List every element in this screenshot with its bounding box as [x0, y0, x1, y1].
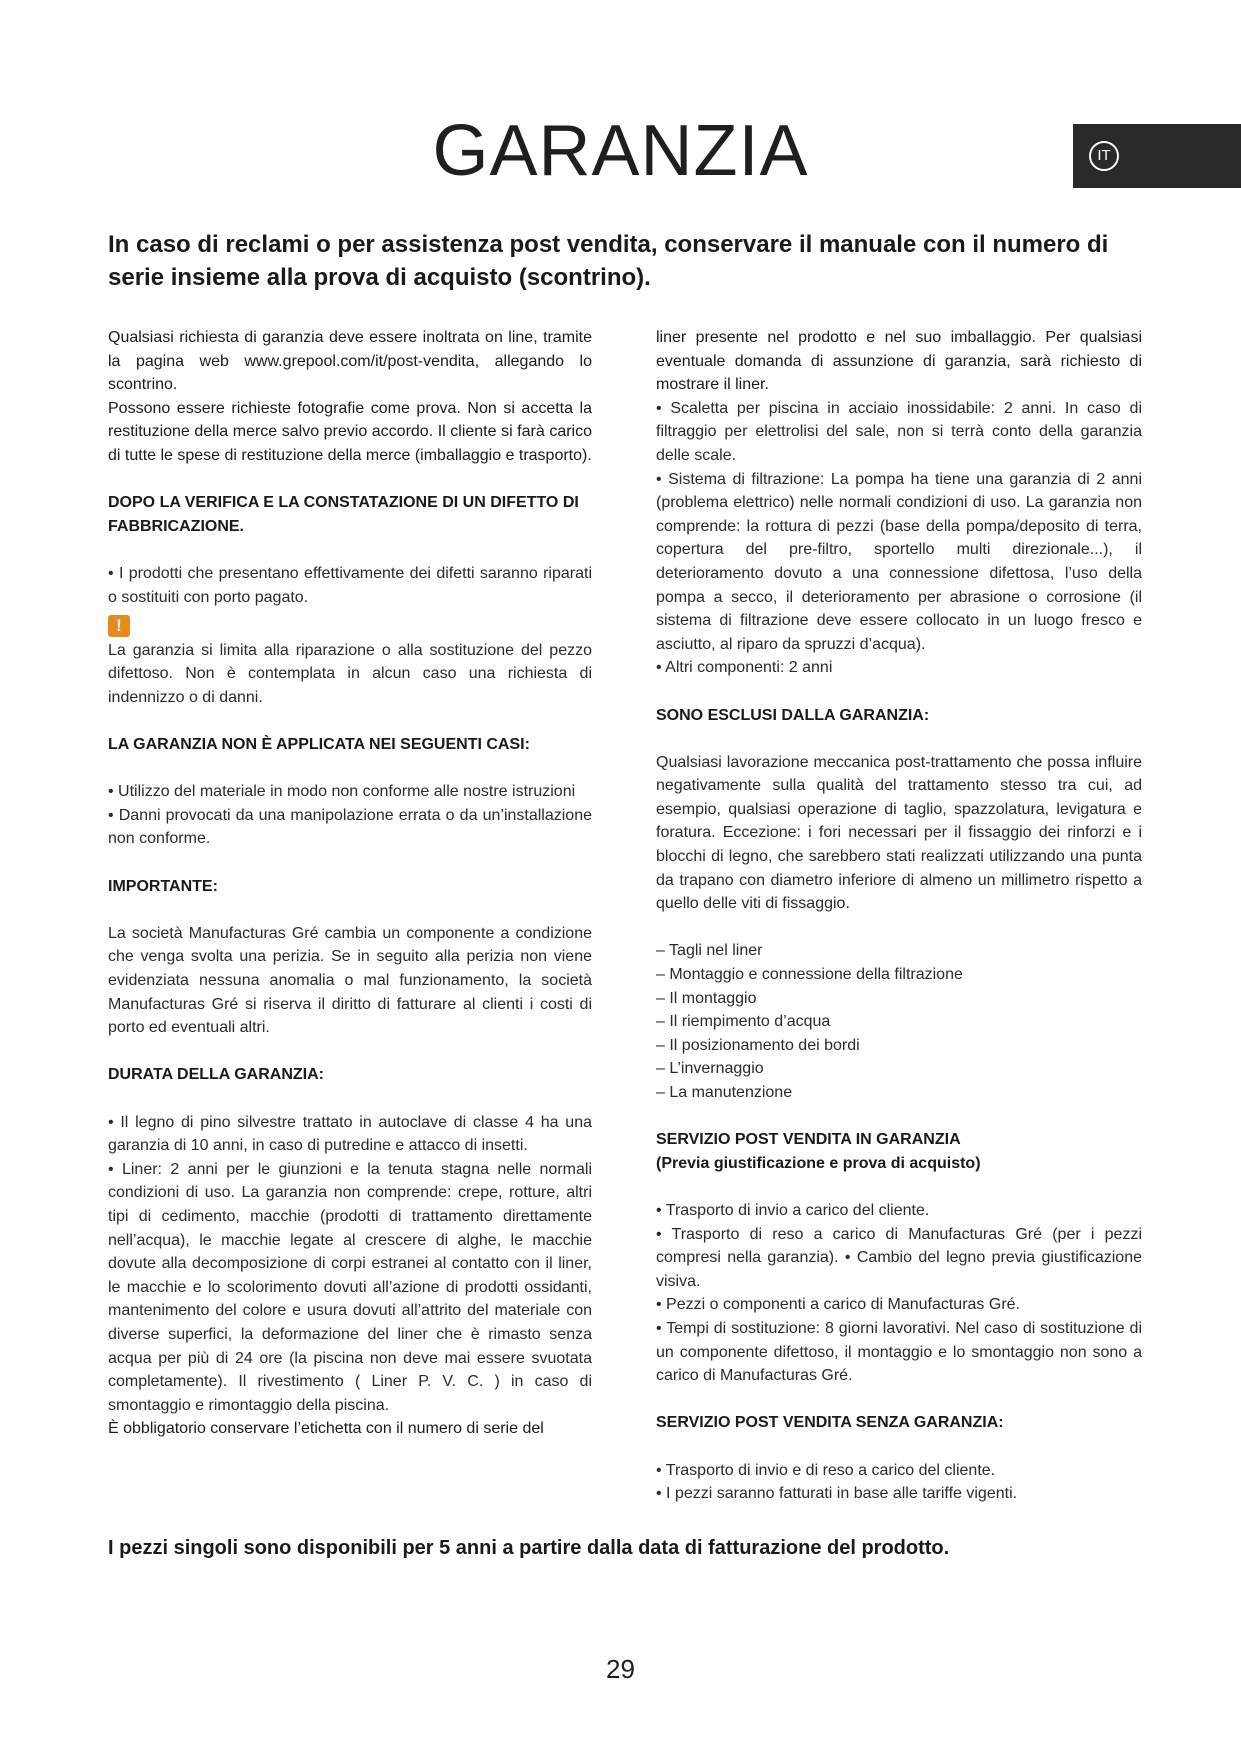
page-title: GARANZIA [432, 111, 809, 191]
list-item: – L’invernaggio [656, 1060, 764, 1078]
list-item: • Trasporto di invio e di reso a carico del cliente. [656, 1461, 996, 1479]
list-item: • Liner: 2 anni per le giunzioni e la tenuta stagna nelle normali condizioni di uso. La garanzia non comprende: crepe, rotture, altri tipi di cedimento, macchie (prodotti di trattamento direttamente nell’acqua), le macchie legate al crescere di alghe, le macchie dovute alla decomposizione di corpi estranei al contatto con il liner, le macchie e lo scolorimento dovuti all’azione di prodotti ossidanti, mantenimento del colore e usura dovuti all’attrito del materiale con diverse superfici, la deformazione del liner che è rimasto senza acqua per più di 24 ore (la piscina non deve mai essere svuotata completamente). Il rivestimento ( Liner P. V. C. ) in caso di smontaggio e rimontaggio della piscina. [108, 1160, 592, 1414]
list-item: • Pezzi o componenti a carico di Manufacturas Gré. [656, 1296, 1020, 1314]
list-item: • Il legno di pino silvestre trattato in autoclave di classe 4 ha una garanzia di 10 anni, in caso di putredine e attacco di insetti. [108, 1113, 592, 1155]
dopo-item: • I prodotti che presentano effettivamente dei difetti saranno riparati o sostituiti con porto pagato. [108, 564, 592, 606]
spare-parts-note: I pezzi singoli sono disponibili per 5 anni a partire dalla data di fatturazione del prodotto. [108, 1537, 950, 1559]
list-item: • Sistema di filtrazione: La pompa ha tiene una garanzia di 2 anni (problema elettrico) nelle normali condizioni di uso. La garanzia non comprende: la rottura di pezzi (base della pompa/deposito di terra, copertura del pre-filtro, sportello multi direzionale...), il deterioramento dovuto a una connessione difettosa, l’uso della pompa a secco, il deterioramento per abrasione o corrosione (il sistema di filtrazione deve essere collocato in un luogo fresco e asciutto, al riparo da spruzzi d’acqua). [656, 470, 1142, 653]
servizio-in-list [656, 1199, 1142, 1388]
intro-heading: In caso di reclami o per assistenza post vendita, conservare il manuale con il numero di serie insieme alla prova di acquisto (scontrino). [108, 231, 1109, 291]
list-item: – Il montaggio [656, 989, 757, 1007]
photos-paragraph: Possono essere richieste fotografie come prova. Non si accetta la restituzione della merce salvo previo accordo. Il cliente si farà carico di tutte le spese di restituzione della merce (imballaggio e trasporto). [108, 399, 592, 464]
list-item: – Tagli nel liner [656, 942, 763, 960]
section-heading-dopo: DOPO LA VERIFICA E LA CONSTATAZIONE DI UN DIFETTO DI FABBRICAZIONE. [108, 494, 579, 535]
section-heading-durata: DURATA DELLA GARANZIA: [108, 1066, 324, 1084]
section-heading-non-applicata: LA GARANZIA NON È APPLICATA NEI SEGUENTI CASI: [108, 736, 530, 754]
non-applicata-list [108, 780, 592, 851]
warning-icon: ! [108, 615, 130, 637]
list-item: • Trasporto di invio a carico del cliente. [656, 1201, 930, 1219]
list-item: • Danni provocati da una manipolazione errata o da un’installazione non conforme. [108, 806, 592, 848]
section-heading-servizio-senza: SERVIZIO POST VENDITA SENZA GARANZIA: [656, 1414, 1004, 1432]
online-request-paragraph: Qualsiasi richiesta di garanzia deve essere inoltrata on line, tramite la pagina web www.grepool.com/it/post-vendita, allegando lo scontrino. [108, 329, 592, 394]
section-heading-servizio-in: SERVIZIO POST VENDITA IN GARANZIA [656, 1131, 961, 1149]
page-number: 29 [606, 1654, 635, 1684]
language-code-badge: IT [1089, 141, 1119, 171]
language-tab [1073, 124, 1241, 188]
durata-continued-list [656, 397, 1142, 680]
list-item: – La manutenzione [656, 1084, 793, 1101]
section-heading-esclusi: SONO ESCLUSI DALLA GARANZIA: [656, 706, 930, 724]
servizio-senza-list [656, 1459, 1142, 1506]
list-item: – Montaggio e connessione della filtrazione [656, 966, 963, 984]
section-subheading-servizio-in: (Previa giustificazione e prova di acquisto) [656, 1154, 981, 1172]
esclusi-text: Qualsiasi lavorazione meccanica post-trattamento che possa influire negativamente sulla qualità del trattamento stesso tra cui, ad esempio, qualsiasi operazione di taglio, spazzolatura, levigatura e foratura. Eccezione: i fori necessari per il fissaggio dei rinforzi e i blocchi di legno, che sarebbero stati realizzati utilizzando una punta da trapano con diametro inferiore di almeno un millimetro rispetto a quello delle viti di fissaggio. [656, 753, 1142, 913]
list-item: – Il posizionamento dei bordi [656, 1036, 860, 1054]
warning-text: La garanzia si limita alla riparazione o alla sostituzione del pezzo difettoso. Non è contemplata in alcun caso una richiesta di indennizzo o di danni. [108, 641, 592, 706]
importante-text: La società Manufacturas Gré cambia un componente a condizione che venga svolta una perizia. Se in seguito alla perizia non viene evidenziata nessuna anomalia o mal funzionamento, la società Manufacturas Gré si riserva il diritto di fatturare al clienti i costi di porto ed eventuali altri. [108, 924, 592, 1037]
liner-continuation-text: liner presente nel prodotto e nel suo imballaggio. Per qualsiasi eventuale domanda di assunzione di garanzia, sarà richiesto di mostrare il liner. [656, 329, 1142, 394]
list-item: • Trasporto di reso a carico di Manufacturas Gré (per i pezzi compresi nella garanzia). • Cambio del legno previa giustificazione visiva. [656, 1225, 1142, 1290]
durata-tail-text: È obbligatorio conservare l’etichetta con il numero di serie del [108, 1420, 544, 1438]
list-item: • I pezzi saranno fatturati in base alle tariffe vigenti. [656, 1485, 1018, 1503]
list-item: • Altri componenti: 2 anni [656, 659, 833, 677]
section-heading-importante: IMPORTANTE: [108, 877, 218, 895]
list-item: • Utilizzo del materiale in modo non conforme alle nostre istruzioni [108, 783, 576, 801]
left-column [108, 326, 592, 1441]
right-column [656, 326, 1142, 1506]
list-item: • Scaletta per piscina in acciaio inossidabile: 2 anni. In caso di filtraggio per elettrolisi del sale, non si terrà conto della garanzia delle scale. [656, 399, 1142, 464]
esclusi-list [656, 939, 1142, 1104]
durata-list [108, 1111, 592, 1418]
list-item: • Tempi di sostituzione: 8 giorni lavorativi. Nel caso di sostituzione di un componente difettoso, il montaggio e lo smontaggio non sono a carico di Manufacturas Gré. [656, 1319, 1142, 1385]
list-item: – Il riempimento d’acqua [656, 1013, 831, 1031]
